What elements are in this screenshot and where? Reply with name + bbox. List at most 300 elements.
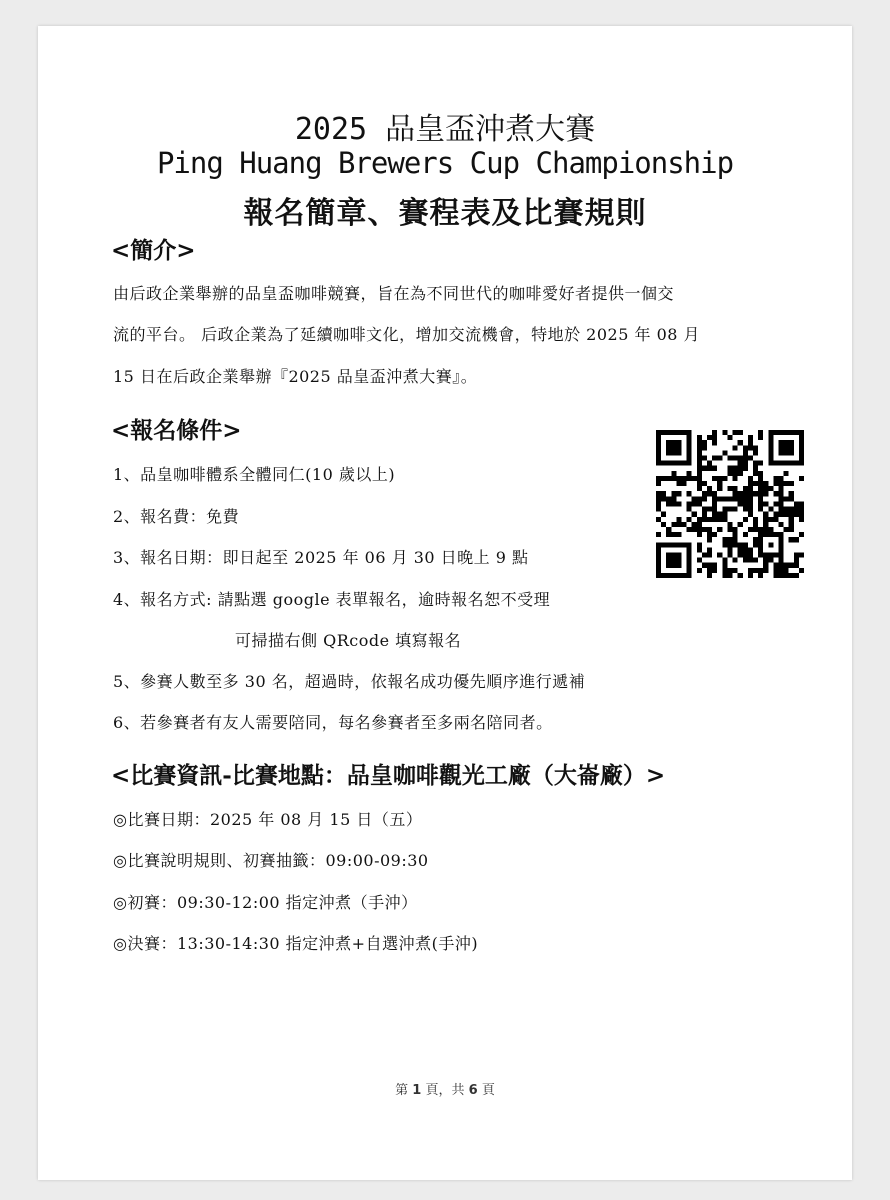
qr-module <box>768 532 773 537</box>
qr-code-icon[interactable] <box>656 430 804 578</box>
qr-module <box>687 440 692 445</box>
qr-module <box>661 542 666 547</box>
qr-module <box>743 542 748 547</box>
qr-module <box>789 563 794 568</box>
qr-module <box>671 445 676 450</box>
qr-module <box>784 450 789 455</box>
qr-module <box>692 476 697 481</box>
qr-module <box>727 522 732 527</box>
qr-module <box>676 440 681 445</box>
qr-module <box>733 456 738 461</box>
qr-module <box>763 568 768 573</box>
qr-module <box>738 461 743 466</box>
qr-module <box>697 450 702 455</box>
qr-module <box>778 491 783 496</box>
qr-module <box>758 435 763 440</box>
qr-module <box>773 517 778 522</box>
qr-module <box>666 496 671 501</box>
qr-module <box>748 456 753 461</box>
qr-module <box>707 527 712 532</box>
qr-module <box>784 430 789 435</box>
qr-module <box>712 568 717 573</box>
qr-module <box>666 476 671 481</box>
qr-module <box>697 435 702 440</box>
qr-module <box>717 456 722 461</box>
qr-module <box>763 552 768 557</box>
qr-module <box>743 461 748 466</box>
qr-module <box>789 450 794 455</box>
qr-module <box>778 486 783 491</box>
qr-module <box>784 568 789 573</box>
qr-module <box>727 486 732 491</box>
qr-module <box>676 532 681 537</box>
qr-module <box>712 466 717 471</box>
qr-module <box>799 456 804 461</box>
qr-module <box>733 527 738 532</box>
qr-module <box>676 445 681 450</box>
qr-module <box>722 512 727 517</box>
qr-module <box>743 496 748 501</box>
qr-module <box>778 522 783 527</box>
qr-module <box>697 471 702 476</box>
qr-module <box>661 496 666 501</box>
qr-module <box>697 466 702 471</box>
qr-module <box>687 542 692 547</box>
qr-module <box>738 552 743 557</box>
qr-module <box>722 537 727 542</box>
qr-module <box>727 435 732 440</box>
qr-module <box>794 558 799 563</box>
qr-module <box>707 563 712 568</box>
qr-module <box>789 461 794 466</box>
qr-module <box>666 563 671 568</box>
qr-module <box>758 501 763 506</box>
qr-module <box>789 522 794 527</box>
qr-module <box>784 563 789 568</box>
qr-module <box>768 450 773 455</box>
qr-module <box>758 573 763 578</box>
qr-module <box>748 481 753 486</box>
qr-module <box>763 532 768 537</box>
qr-module <box>656 496 661 501</box>
qr-module <box>768 445 773 450</box>
qr-module <box>738 491 743 496</box>
qr-module <box>697 522 702 527</box>
qr-module <box>656 450 661 455</box>
qr-module <box>727 568 732 573</box>
qr-module <box>702 466 707 471</box>
qr-module <box>789 440 794 445</box>
qr-module <box>733 476 738 481</box>
qr-module <box>753 466 758 471</box>
qr-module <box>722 507 727 512</box>
qr-module <box>671 542 676 547</box>
qr-module <box>722 568 727 573</box>
qr-module <box>671 501 676 506</box>
qr-module <box>773 461 778 466</box>
qr-module <box>794 552 799 557</box>
qr-module <box>702 552 707 557</box>
qr-module <box>656 435 661 440</box>
qr-module <box>748 491 753 496</box>
qr-module <box>778 542 783 547</box>
qr-module <box>763 517 768 522</box>
qr-module <box>789 512 794 517</box>
total-pages: 6 <box>468 1083 478 1098</box>
qr-module <box>799 445 804 450</box>
qr-module <box>789 430 794 435</box>
qr-module <box>687 507 692 512</box>
qr-module <box>794 573 799 578</box>
title-english: Ping Huang Brewers Cup Championship <box>156 146 734 180</box>
schedule-item: ◎初賽：09:30-12:00 指定沖煮（手沖） <box>113 893 418 912</box>
qr-module <box>789 517 794 522</box>
qr-module <box>789 527 794 532</box>
qr-module <box>722 476 727 481</box>
qr-module <box>773 573 778 578</box>
qr-module <box>799 435 804 440</box>
qr-module <box>799 568 804 573</box>
qr-module <box>778 512 783 517</box>
qr-module <box>682 476 687 481</box>
qr-module <box>778 445 783 450</box>
qr-module <box>717 476 722 481</box>
qr-module <box>758 507 763 512</box>
qr-module <box>661 522 666 527</box>
qr-module <box>748 507 753 512</box>
qr-module <box>753 517 758 522</box>
qr-module <box>702 481 707 486</box>
qr-module <box>717 527 722 532</box>
qr-module <box>687 491 692 496</box>
qr-module <box>778 440 783 445</box>
qr-module <box>758 568 763 573</box>
qr-module <box>727 547 732 552</box>
qr-module <box>789 507 794 512</box>
qr-module <box>733 430 738 435</box>
qr-module <box>712 430 717 435</box>
qr-module <box>733 496 738 501</box>
qr-module <box>666 532 671 537</box>
qr-module <box>656 547 661 552</box>
page-number-footer: 第 1 頁，共 6 頁 <box>395 1083 495 1098</box>
qr-module <box>733 558 738 563</box>
qr-module <box>722 496 727 501</box>
registration-item: 4、報名方式: 請點選 google 表單報名，逾時報名恕不受理 <box>113 590 551 609</box>
qr-module <box>799 440 804 445</box>
qr-module <box>753 568 758 573</box>
qr-module <box>692 527 697 532</box>
qr-module <box>733 532 738 537</box>
qr-module <box>692 522 697 527</box>
qr-module <box>768 430 773 435</box>
qr-module <box>799 461 804 466</box>
qr-module <box>784 527 789 532</box>
qr-module <box>727 527 732 532</box>
qr-module <box>763 501 768 506</box>
qr-module <box>768 517 773 522</box>
qr-module <box>727 542 732 547</box>
qr-module <box>733 445 738 450</box>
qr-module <box>794 537 799 542</box>
qr-module <box>727 573 732 578</box>
qr-module <box>753 491 758 496</box>
qr-module <box>773 430 778 435</box>
qr-module <box>702 440 707 445</box>
qr-module <box>666 501 671 506</box>
qr-module <box>687 568 692 573</box>
qr-module <box>702 491 707 496</box>
qr-module <box>682 430 687 435</box>
qr-module <box>682 481 687 486</box>
qr-module <box>697 476 702 481</box>
qr-module <box>768 527 773 532</box>
qr-module <box>778 496 783 501</box>
qr-module <box>768 440 773 445</box>
qr-module <box>773 476 778 481</box>
qr-module <box>738 501 743 506</box>
qr-module <box>794 563 799 568</box>
qr-module <box>671 491 676 496</box>
qr-module <box>778 481 783 486</box>
qr-module <box>671 450 676 455</box>
qr-module <box>753 471 758 476</box>
qr-module <box>697 527 702 532</box>
qr-module <box>733 491 738 496</box>
qr-module <box>682 522 687 527</box>
qr-module <box>687 517 692 522</box>
qr-module <box>789 491 794 496</box>
qr-module <box>763 558 768 563</box>
qr-module <box>666 445 671 450</box>
qr-module <box>794 430 799 435</box>
qr-module <box>753 527 758 532</box>
qr-module <box>727 466 732 471</box>
qr-module <box>743 466 748 471</box>
qr-module <box>707 552 712 557</box>
qr-module <box>702 456 707 461</box>
qr-module <box>676 461 681 466</box>
qr-module <box>707 573 712 578</box>
qr-module <box>768 507 773 512</box>
registration-heading: <報名條件> <box>111 417 242 444</box>
qr-module <box>697 501 702 506</box>
qr-module <box>753 542 758 547</box>
qr-module <box>687 563 692 568</box>
qr-module <box>661 476 666 481</box>
qr-module <box>707 568 712 573</box>
qr-module <box>784 440 789 445</box>
registration-item: 5、參賽人數至多 30 名，超過時，依報名成功優先順序進行遞補 <box>113 672 586 691</box>
qr-module <box>666 558 671 563</box>
qr-module <box>676 481 681 486</box>
qr-module <box>763 512 768 517</box>
qr-module <box>799 517 804 522</box>
qr-module <box>758 542 763 547</box>
qr-module <box>778 573 783 578</box>
qr-module <box>717 552 722 557</box>
qr-module <box>784 573 789 578</box>
qr-module <box>702 527 707 532</box>
qr-module <box>656 563 661 568</box>
qr-module <box>743 552 748 557</box>
qr-module <box>707 507 712 512</box>
qr-module <box>671 563 676 568</box>
qr-module <box>763 522 768 527</box>
qr-module <box>697 532 702 537</box>
qr-module <box>743 456 748 461</box>
title-name-cn: 品皇盃沖煮大賽 <box>385 112 596 147</box>
qr-module <box>722 517 727 522</box>
qr-module <box>758 461 763 466</box>
qr-module <box>738 542 743 547</box>
qr-module <box>702 512 707 517</box>
qr-module <box>794 501 799 506</box>
qr-module <box>707 547 712 552</box>
qr-module <box>738 456 743 461</box>
qr-module <box>784 445 789 450</box>
qr-module <box>743 445 748 450</box>
qr-module <box>763 486 768 491</box>
qr-module <box>763 491 768 496</box>
qr-module <box>671 558 676 563</box>
qr-module <box>794 512 799 517</box>
qr-module <box>758 537 763 542</box>
qr-module <box>697 547 702 552</box>
qr-module <box>666 440 671 445</box>
qr-module <box>692 501 697 506</box>
qr-module <box>748 573 753 578</box>
qr-module <box>768 456 773 461</box>
qr-module <box>666 552 671 557</box>
qr-module <box>676 563 681 568</box>
qr-module <box>758 486 763 491</box>
qr-module <box>738 471 743 476</box>
qr-module <box>758 496 763 501</box>
qr-module <box>773 568 778 573</box>
document-page <box>38 26 852 1180</box>
qr-module <box>784 481 789 486</box>
qr-module <box>773 532 778 537</box>
qr-module <box>676 552 681 557</box>
qr-module <box>773 481 778 486</box>
qr-module <box>656 558 661 563</box>
qr-module <box>702 507 707 512</box>
qr-module <box>687 573 692 578</box>
qr-module <box>676 430 681 435</box>
qr-module <box>768 461 773 466</box>
qr-module <box>656 430 661 435</box>
qr-module <box>743 507 748 512</box>
qr-module <box>789 496 794 501</box>
qr-module <box>748 558 753 563</box>
qr-module <box>697 481 702 486</box>
qr-module <box>656 501 661 506</box>
qr-module <box>656 481 661 486</box>
qr-module <box>712 456 717 461</box>
qr-module <box>758 527 763 532</box>
qr-module <box>784 471 789 476</box>
qr-module <box>717 496 722 501</box>
qr-module <box>789 445 794 450</box>
qr-module <box>799 512 804 517</box>
qr-module <box>676 522 681 527</box>
qr-module <box>712 491 717 496</box>
qr-module <box>748 552 753 557</box>
intro-heading: <簡介> <box>111 237 196 264</box>
qr-module <box>733 466 738 471</box>
qr-module <box>656 568 661 573</box>
qr-module <box>687 476 692 481</box>
qr-module <box>778 461 783 466</box>
qr-module <box>712 563 717 568</box>
qr-module <box>687 456 692 461</box>
qr-module <box>758 552 763 557</box>
qr-module <box>727 552 732 557</box>
qr-module <box>773 563 778 568</box>
qr-module <box>671 496 676 501</box>
qr-module <box>758 547 763 552</box>
qr-module <box>758 476 763 481</box>
qr-module <box>733 471 738 476</box>
qr-module <box>707 435 712 440</box>
qr-module <box>656 445 661 450</box>
document-subtitle: 報名簡章、賽程表及比賽規則 <box>243 196 647 231</box>
qr-module <box>707 517 712 522</box>
qr-module <box>697 461 702 466</box>
competition-heading: <比賽資訊-比賽地點：品皇咖啡觀光工廠（大崙廠）> <box>111 762 666 789</box>
qr-module <box>661 461 666 466</box>
qr-module <box>743 532 748 537</box>
qr-module <box>748 440 753 445</box>
qr-module <box>727 456 732 461</box>
qr-module <box>753 522 758 527</box>
qr-module <box>773 501 778 506</box>
qr-module <box>707 491 712 496</box>
qr-module <box>727 507 732 512</box>
qr-module <box>671 440 676 445</box>
qr-module <box>676 476 681 481</box>
qr-module <box>697 517 702 522</box>
qr-module <box>661 430 666 435</box>
qr-module <box>676 542 681 547</box>
qr-module <box>748 527 753 532</box>
qr-module <box>768 558 773 563</box>
qr-module <box>661 573 666 578</box>
qr-module <box>778 507 783 512</box>
qr-module <box>656 456 661 461</box>
qr-module <box>692 496 697 501</box>
qr-module <box>753 450 758 455</box>
qr-module <box>717 481 722 486</box>
qr-module <box>656 517 661 522</box>
qr-module <box>697 456 702 461</box>
qr-module <box>661 512 666 517</box>
qr-module <box>687 547 692 552</box>
qr-module <box>758 532 763 537</box>
qr-module <box>733 568 738 573</box>
qr-module <box>738 547 743 552</box>
qr-module <box>717 512 722 517</box>
qr-module <box>687 471 692 476</box>
qr-module <box>687 461 692 466</box>
qr-module <box>773 512 778 517</box>
qr-module <box>743 501 748 506</box>
registration-item: 2、報名費：免費 <box>113 507 240 526</box>
qr-module <box>656 440 661 445</box>
qr-module <box>738 440 743 445</box>
qr-module <box>656 532 661 537</box>
